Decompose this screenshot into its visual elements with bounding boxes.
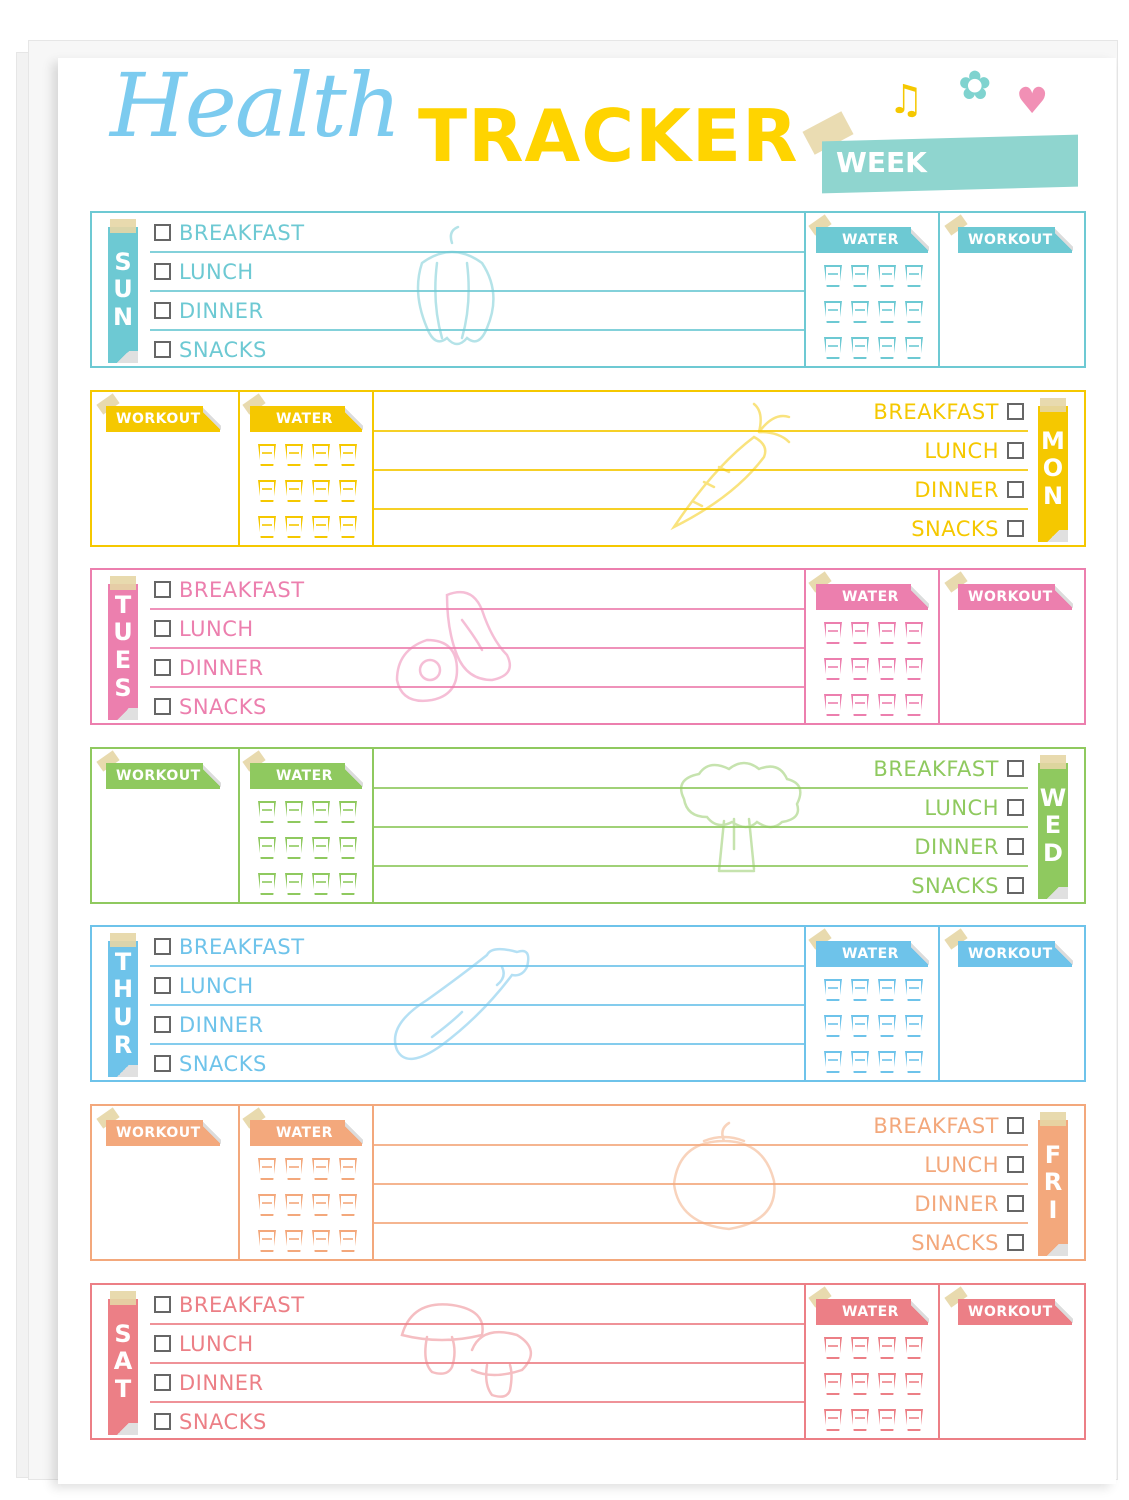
- page-curl-icon: [1038, 530, 1068, 542]
- water-glass-checkbox[interactable]: [878, 1373, 896, 1395]
- meal-label: BREAKFAST: [179, 577, 305, 602]
- meal-row-dinner[interactable]: [154, 1363, 264, 1402]
- meal-label: BREAKFAST: [873, 1113, 999, 1138]
- workout-section[interactable]: [940, 927, 1086, 1080]
- water-glass-checkbox[interactable]: [312, 444, 330, 466]
- page-curl-icon: [108, 708, 138, 720]
- water-glass-checkbox[interactable]: [851, 979, 869, 1001]
- water-glass-checkbox[interactable]: [905, 1409, 923, 1431]
- meal-checkbox[interactable]: [1007, 838, 1024, 855]
- water-section: [238, 749, 374, 902]
- meal-checkbox[interactable]: [1007, 760, 1024, 777]
- meal-row-snacks[interactable]: [154, 1402, 267, 1441]
- water-section: [804, 213, 940, 366]
- tape-icon: [110, 576, 136, 590]
- meal-row-dinner[interactable]: [154, 1005, 264, 1044]
- water-glasses: [824, 265, 923, 359]
- water-glass-checkbox[interactable]: [878, 1015, 896, 1037]
- meal-label: LUNCH: [924, 1152, 999, 1177]
- meal-row-breakfast[interactable]: [154, 213, 305, 252]
- meal-row-lunch[interactable]: [154, 252, 254, 291]
- day-block-sat: [90, 1283, 1086, 1440]
- meal-label: SNACKS: [179, 1051, 267, 1076]
- water-glass-checkbox[interactable]: [339, 1158, 357, 1180]
- workout-section[interactable]: [92, 392, 238, 545]
- workout-section[interactable]: [940, 213, 1086, 366]
- water-glass-checkbox[interactable]: [285, 801, 303, 823]
- day-letter: S: [114, 247, 132, 276]
- meal-checkbox[interactable]: [154, 224, 171, 241]
- meal-checkbox[interactable]: [1007, 1117, 1024, 1134]
- water-glasses: [824, 622, 923, 716]
- water-glass-checkbox[interactable]: [878, 694, 896, 716]
- water-glasses: [824, 979, 923, 1073]
- water-label: WATER: [250, 406, 362, 432]
- meal-section: [92, 213, 804, 370]
- water-glass-checkbox[interactable]: [851, 1015, 869, 1037]
- meal-label: DINNER: [914, 1191, 999, 1216]
- water-glass-checkbox[interactable]: [824, 265, 842, 287]
- week-label: WEEK: [836, 146, 927, 179]
- day-tab-thur: [108, 941, 138, 1067]
- water-glass-checkbox[interactable]: [312, 801, 330, 823]
- day-letter: R: [1043, 1168, 1063, 1197]
- meal-checkbox[interactable]: [154, 977, 171, 994]
- water-glass-checkbox[interactable]: [824, 1015, 842, 1037]
- water-glass-checkbox[interactable]: [851, 265, 869, 287]
- meal-label: LUNCH: [179, 1331, 254, 1356]
- water-glass-checkbox[interactable]: [824, 694, 842, 716]
- day-letter: E: [1044, 811, 1062, 840]
- day-letter: O: [1042, 454, 1064, 483]
- water-glass-checkbox[interactable]: [258, 1194, 276, 1216]
- meal-row-dinner[interactable]: [154, 648, 264, 687]
- water-glass-checkbox[interactable]: [878, 301, 896, 323]
- meal-checkbox[interactable]: [1007, 520, 1024, 537]
- water-glass-checkbox[interactable]: [312, 1194, 330, 1216]
- meal-row-breakfast[interactable]: [873, 392, 1024, 431]
- title-script: Health: [110, 54, 400, 157]
- water-glass-checkbox[interactable]: [905, 1015, 923, 1037]
- day-letter: T: [114, 947, 132, 976]
- water-glass-checkbox[interactable]: [339, 1194, 357, 1216]
- meal-label: BREAKFAST: [179, 220, 305, 245]
- meal-checkbox[interactable]: [1007, 442, 1024, 459]
- meal-checkbox[interactable]: [1007, 799, 1024, 816]
- water-glasses: [258, 444, 357, 538]
- meal-checkbox[interactable]: [154, 1016, 171, 1033]
- heart-icon: ♥: [1016, 81, 1049, 122]
- day-letter: U: [113, 275, 133, 304]
- water-glass-checkbox[interactable]: [258, 480, 276, 502]
- workout-label: WORKOUT: [958, 227, 1072, 253]
- meal-checkbox[interactable]: [154, 1055, 171, 1072]
- flower-icon: ✿: [958, 63, 992, 109]
- workout-label: WORKOUT: [106, 763, 220, 789]
- meal-label: DINNER: [914, 834, 999, 859]
- meal-label: DINNER: [179, 1012, 264, 1037]
- meal-checkbox[interactable]: [154, 1374, 171, 1391]
- water-glass-checkbox[interactable]: [285, 873, 303, 895]
- meal-label: LUNCH: [179, 973, 254, 998]
- water-glass-checkbox[interactable]: [878, 1051, 896, 1073]
- water-section: [238, 1106, 374, 1259]
- water-section: [804, 1285, 940, 1438]
- day-letter: I: [1048, 1195, 1058, 1224]
- meal-row-lunch[interactable]: [924, 431, 1024, 470]
- water-glass-checkbox[interactable]: [851, 1051, 869, 1073]
- workout-label: WORKOUT: [958, 941, 1072, 967]
- water-glass-checkbox[interactable]: [258, 873, 276, 895]
- water-glass-checkbox[interactable]: [339, 444, 357, 466]
- water-glass-checkbox[interactable]: [905, 694, 923, 716]
- music-note-icon: ♫: [888, 77, 924, 123]
- water-glass-checkbox[interactable]: [258, 801, 276, 823]
- meal-section: [374, 392, 1086, 549]
- day-letter: T: [114, 1374, 132, 1403]
- meal-label: DINNER: [179, 655, 264, 680]
- water-glass-checkbox[interactable]: [824, 1337, 842, 1359]
- day-letter: S: [114, 673, 132, 702]
- water-glass-checkbox[interactable]: [824, 979, 842, 1001]
- meal-label: SNACKS: [179, 694, 267, 719]
- water-glass-checkbox[interactable]: [285, 1194, 303, 1216]
- meal-checkbox[interactable]: [1007, 877, 1024, 894]
- day-letter: W: [1039, 783, 1067, 812]
- tape-icon: [1040, 1112, 1066, 1126]
- meal-label: LUNCH: [924, 438, 999, 463]
- water-glass-checkbox[interactable]: [339, 480, 357, 502]
- water-glass-checkbox[interactable]: [851, 337, 869, 359]
- meal-checkbox[interactable]: [154, 581, 171, 598]
- meal-checkbox[interactable]: [154, 1335, 171, 1352]
- workout-label: WORKOUT: [106, 1120, 220, 1146]
- day-block-mon: [90, 390, 1086, 547]
- meal-label: BREAKFAST: [179, 934, 305, 959]
- water-glass-checkbox[interactable]: [824, 301, 842, 323]
- meal-label: LUNCH: [924, 795, 999, 820]
- meal-checkbox[interactable]: [1007, 1156, 1024, 1173]
- meal-label: DINNER: [179, 298, 264, 323]
- day-letter: N: [112, 302, 134, 331]
- water-glass-checkbox[interactable]: [905, 301, 923, 323]
- water-glass-checkbox[interactable]: [878, 1337, 896, 1359]
- meal-checkbox[interactable]: [1007, 403, 1024, 420]
- water-glass-checkbox[interactable]: [339, 873, 357, 895]
- water-glass-checkbox[interactable]: [878, 658, 896, 680]
- day-tab-sun: [108, 227, 138, 353]
- meal-checkbox[interactable]: [154, 620, 171, 637]
- tape-icon: [1040, 755, 1066, 769]
- day-letter: N: [1042, 481, 1064, 510]
- meal-checkbox[interactable]: [154, 938, 171, 955]
- water-glass-checkbox[interactable]: [339, 516, 357, 538]
- workout-label: WORKOUT: [106, 406, 220, 432]
- workout-section[interactable]: [940, 570, 1086, 723]
- meal-row-lunch[interactable]: [924, 1145, 1024, 1184]
- day-letter: R: [113, 1030, 133, 1059]
- day-tab-fri: [1038, 1120, 1068, 1246]
- meal-label: LUNCH: [179, 616, 254, 641]
- eggplant-icon: [392, 937, 542, 1081]
- water-glass-checkbox[interactable]: [312, 837, 330, 859]
- water-label: WATER: [250, 1120, 362, 1146]
- meal-row-snacks[interactable]: [154, 1044, 267, 1083]
- water-glass-checkbox[interactable]: [905, 337, 923, 359]
- water-label: WATER: [816, 584, 928, 610]
- meal-row-snacks[interactable]: [154, 330, 267, 369]
- page-curl-icon: [108, 1423, 138, 1435]
- water-glasses: [258, 801, 357, 895]
- water-glass-checkbox[interactable]: [339, 837, 357, 859]
- water-glass-checkbox[interactable]: [312, 1230, 330, 1252]
- water-glass-checkbox[interactable]: [285, 444, 303, 466]
- water-glass-checkbox[interactable]: [905, 1337, 923, 1359]
- water-glass-checkbox[interactable]: [851, 301, 869, 323]
- water-section: [804, 927, 940, 1080]
- meal-row-dinner[interactable]: [914, 470, 1024, 509]
- meal-label: BREAKFAST: [179, 1292, 305, 1317]
- meal-section: [92, 927, 804, 1084]
- meal-label: BREAKFAST: [873, 399, 999, 424]
- meal-row-snacks[interactable]: [911, 509, 1024, 548]
- day-letter: A: [113, 1347, 133, 1376]
- day-letter: H: [112, 975, 134, 1004]
- meal-checkbox[interactable]: [154, 341, 171, 358]
- water-glass-checkbox[interactable]: [285, 480, 303, 502]
- meal-row-dinner[interactable]: [914, 1184, 1024, 1223]
- water-glass-checkbox[interactable]: [878, 337, 896, 359]
- meal-checkbox[interactable]: [1007, 481, 1024, 498]
- water-glass-checkbox[interactable]: [824, 1051, 842, 1073]
- meal-checkbox[interactable]: [154, 1296, 171, 1313]
- meal-row-dinner[interactable]: [154, 291, 264, 330]
- water-label: WATER: [816, 1299, 928, 1325]
- water-glass-checkbox[interactable]: [905, 1051, 923, 1073]
- meal-label: SNACKS: [179, 1409, 267, 1434]
- water-glass-checkbox[interactable]: [851, 622, 869, 644]
- water-glass-checkbox[interactable]: [285, 1158, 303, 1180]
- title-bold: TRACKER: [418, 94, 799, 178]
- water-section: [238, 392, 374, 545]
- day-block-tues: [90, 568, 1086, 725]
- water-glass-checkbox[interactable]: [878, 979, 896, 1001]
- water-glasses: [258, 1158, 357, 1252]
- water-glass-checkbox[interactable]: [878, 265, 896, 287]
- water-glass-checkbox[interactable]: [312, 1158, 330, 1180]
- meal-row-lunch[interactable]: [924, 788, 1024, 827]
- page-curl-icon: [108, 1065, 138, 1077]
- water-label: WATER: [816, 227, 928, 253]
- water-glass-checkbox[interactable]: [851, 1409, 869, 1431]
- water-glass-checkbox[interactable]: [905, 622, 923, 644]
- meal-row-lunch[interactable]: [154, 966, 254, 1005]
- meal-row-breakfast[interactable]: [873, 749, 1024, 788]
- meal-section: [374, 749, 1086, 906]
- page-curl-icon: [1038, 887, 1068, 899]
- day-letter: F: [1044, 1140, 1062, 1169]
- meal-checkbox[interactable]: [1007, 1234, 1024, 1251]
- meal-checkbox[interactable]: [154, 659, 171, 676]
- page-curl-icon: [108, 351, 138, 363]
- water-glass-checkbox[interactable]: [339, 1230, 357, 1252]
- page-curl-icon: [1038, 1244, 1068, 1256]
- water-glass-checkbox[interactable]: [824, 337, 842, 359]
- tape-icon: [110, 933, 136, 947]
- day-tab-wed: [1038, 763, 1068, 889]
- day-tab-sat: [108, 1299, 138, 1425]
- meal-section: [92, 570, 804, 727]
- meal-checkbox[interactable]: [154, 302, 171, 319]
- water-glass-checkbox[interactable]: [258, 516, 276, 538]
- meal-row-dinner[interactable]: [914, 827, 1024, 866]
- day-block-fri: [90, 1104, 1086, 1261]
- workout-section[interactable]: [92, 749, 238, 902]
- meal-row-breakfast[interactable]: [154, 927, 305, 966]
- water-glass-checkbox[interactable]: [851, 1373, 869, 1395]
- water-glass-checkbox[interactable]: [258, 837, 276, 859]
- meal-label: LUNCH: [179, 259, 254, 284]
- meal-checkbox[interactable]: [154, 1413, 171, 1430]
- meal-label: BREAKFAST: [873, 756, 999, 781]
- meal-label: SNACKS: [911, 516, 999, 541]
- mushroom-icon: [392, 1295, 542, 1409]
- meal-checkbox[interactable]: [154, 263, 171, 280]
- water-label: WATER: [816, 941, 928, 967]
- meal-label: SNACKS: [911, 1230, 999, 1255]
- day-letter: S: [114, 1319, 132, 1348]
- tape-icon: [110, 219, 136, 233]
- meal-section: [92, 1285, 804, 1442]
- tape-icon: [110, 1291, 136, 1305]
- water-glass-checkbox[interactable]: [285, 837, 303, 859]
- meal-row-breakfast[interactable]: [154, 570, 305, 609]
- tape-icon: [1040, 398, 1066, 412]
- water-glass-checkbox[interactable]: [258, 444, 276, 466]
- day-letter: U: [113, 618, 133, 647]
- water-glass-checkbox[interactable]: [905, 658, 923, 680]
- day-tab-mon: [1038, 406, 1068, 532]
- water-section: [804, 570, 940, 723]
- meal-checkbox[interactable]: [154, 698, 171, 715]
- day-block-sun: [90, 211, 1086, 368]
- day-letter: M: [1041, 426, 1065, 455]
- meal-label: DINNER: [179, 1370, 264, 1395]
- workout-label: WORKOUT: [958, 1299, 1072, 1325]
- day-letter: E: [114, 646, 132, 674]
- water-glass-checkbox[interactable]: [824, 1373, 842, 1395]
- meal-row-breakfast[interactable]: [873, 1106, 1024, 1145]
- water-glass-checkbox[interactable]: [824, 622, 842, 644]
- day-block-wed: [90, 747, 1086, 904]
- water-glass-checkbox[interactable]: [285, 1230, 303, 1252]
- water-glass-checkbox[interactable]: [905, 979, 923, 1001]
- meal-label: DINNER: [914, 477, 999, 502]
- water-glass-checkbox[interactable]: [285, 516, 303, 538]
- water-glass-checkbox[interactable]: [905, 1373, 923, 1395]
- day-letter: U: [113, 1003, 133, 1031]
- water-glass-checkbox[interactable]: [339, 801, 357, 823]
- day-letter: D: [1043, 838, 1063, 867]
- workout-section[interactable]: [92, 1106, 238, 1259]
- meal-row-snacks[interactable]: [154, 687, 267, 726]
- day-letter: T: [114, 590, 132, 619]
- water-glass-checkbox[interactable]: [312, 873, 330, 895]
- water-glass-checkbox[interactable]: [851, 1337, 869, 1359]
- day-block-thur: [90, 925, 1086, 1082]
- water-glasses: [824, 1337, 923, 1431]
- water-glass-checkbox[interactable]: [878, 622, 896, 644]
- meal-row-lunch[interactable]: [154, 609, 254, 648]
- meal-label: SNACKS: [911, 873, 999, 898]
- water-glass-checkbox[interactable]: [824, 658, 842, 680]
- water-label: WATER: [250, 763, 362, 789]
- meal-row-breakfast[interactable]: [154, 1285, 305, 1324]
- workout-section[interactable]: [940, 1285, 1086, 1438]
- water-glass-checkbox[interactable]: [312, 516, 330, 538]
- water-glass-checkbox[interactable]: [312, 480, 330, 502]
- meal-row-lunch[interactable]: [154, 1324, 254, 1363]
- water-glass-checkbox[interactable]: [905, 265, 923, 287]
- water-glass-checkbox[interactable]: [258, 1230, 276, 1252]
- workout-label: WORKOUT: [958, 584, 1072, 610]
- water-glass-checkbox[interactable]: [824, 1409, 842, 1431]
- meal-row-snacks[interactable]: [911, 866, 1024, 905]
- water-glass-checkbox[interactable]: [258, 1158, 276, 1180]
- water-glass-checkbox[interactable]: [878, 1409, 896, 1431]
- water-glass-checkbox[interactable]: [851, 658, 869, 680]
- meal-section: [374, 1106, 1086, 1263]
- meal-row-snacks[interactable]: [911, 1223, 1024, 1262]
- day-tab-tues: [108, 584, 138, 710]
- water-glass-checkbox[interactable]: [851, 694, 869, 716]
- meal-label: SNACKS: [179, 337, 267, 362]
- meal-checkbox[interactable]: [1007, 1195, 1024, 1212]
